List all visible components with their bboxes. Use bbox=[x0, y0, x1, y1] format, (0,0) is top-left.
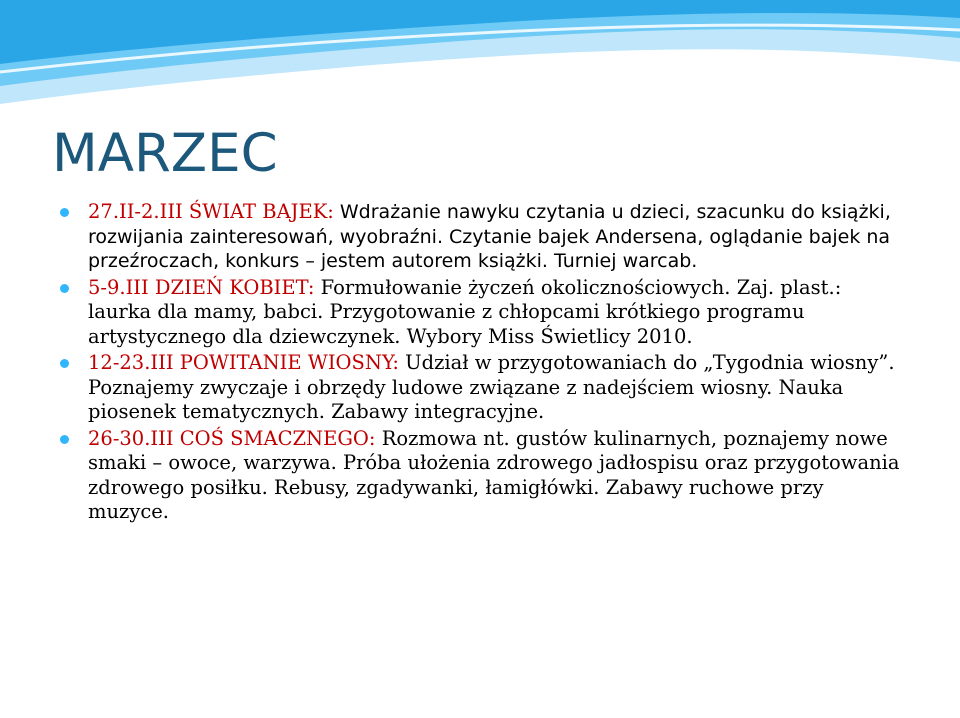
item-lead: 27.II-2.III ŚWIAT BAJEK: bbox=[88, 200, 334, 223]
item-text: Rozmowa nt. gustów kulinarnych, poznajemy nowe smaki – owoce, warzywa. Próba ułożenia zdrowego jadłospisu oraz przygotowania zdrowego posiłku. Rebusy, zgadywanki, łamigłówki. Zabawy ruchowe przy muzyce. bbox=[88, 426, 900, 523]
bullet-dot-icon bbox=[60, 435, 69, 444]
item-lead: 5-9.III DZIEŃ KOBIET: bbox=[88, 275, 315, 299]
bullet-list bbox=[60, 200, 910, 527]
item-text: Udział w przygotowaniach do „Tygodnia wiosny”. Poznajemy zwyczaje i obrzędy ludowe związane z nadejściem wiosny. Nauka piosenek tematycznych. Zabawy integracyjne. bbox=[88, 351, 895, 423]
slide-title: MARZEC bbox=[52, 123, 278, 184]
item-text: Wdrażanie nawyku czytania u dzieci, szacunku do książki, rozwijania zainteresowań, wyobraźni. Czytanie bajek Andersena, oglądanie bajek na przeźroczach, konkurs – jestem autorem książki. Turniej warcab. bbox=[88, 201, 891, 272]
list-item bbox=[60, 276, 910, 350]
list-item bbox=[60, 427, 910, 525]
list-item bbox=[60, 200, 910, 274]
item-lead: 26-30.III COŚ SMACZNEGO: bbox=[88, 426, 376, 450]
item-text: Formułowanie życzeń okolicznościowych. Zaj. plast.: laurka dla mamy, babci. Przygotowanie z chłopcami krótkiego programu artystycznego dla dziewczynek. Wybory Miss Świetlicy 2010. bbox=[88, 275, 842, 348]
list-item bbox=[60, 351, 910, 425]
bullet-dot-icon bbox=[60, 208, 69, 217]
bullet-dot-icon bbox=[60, 284, 69, 293]
header-wave-decoration bbox=[0, 0, 960, 110]
item-lead: 12-23.III POWITANIE WIOSNY: bbox=[88, 351, 399, 374]
bullet-dot-icon bbox=[60, 359, 69, 368]
